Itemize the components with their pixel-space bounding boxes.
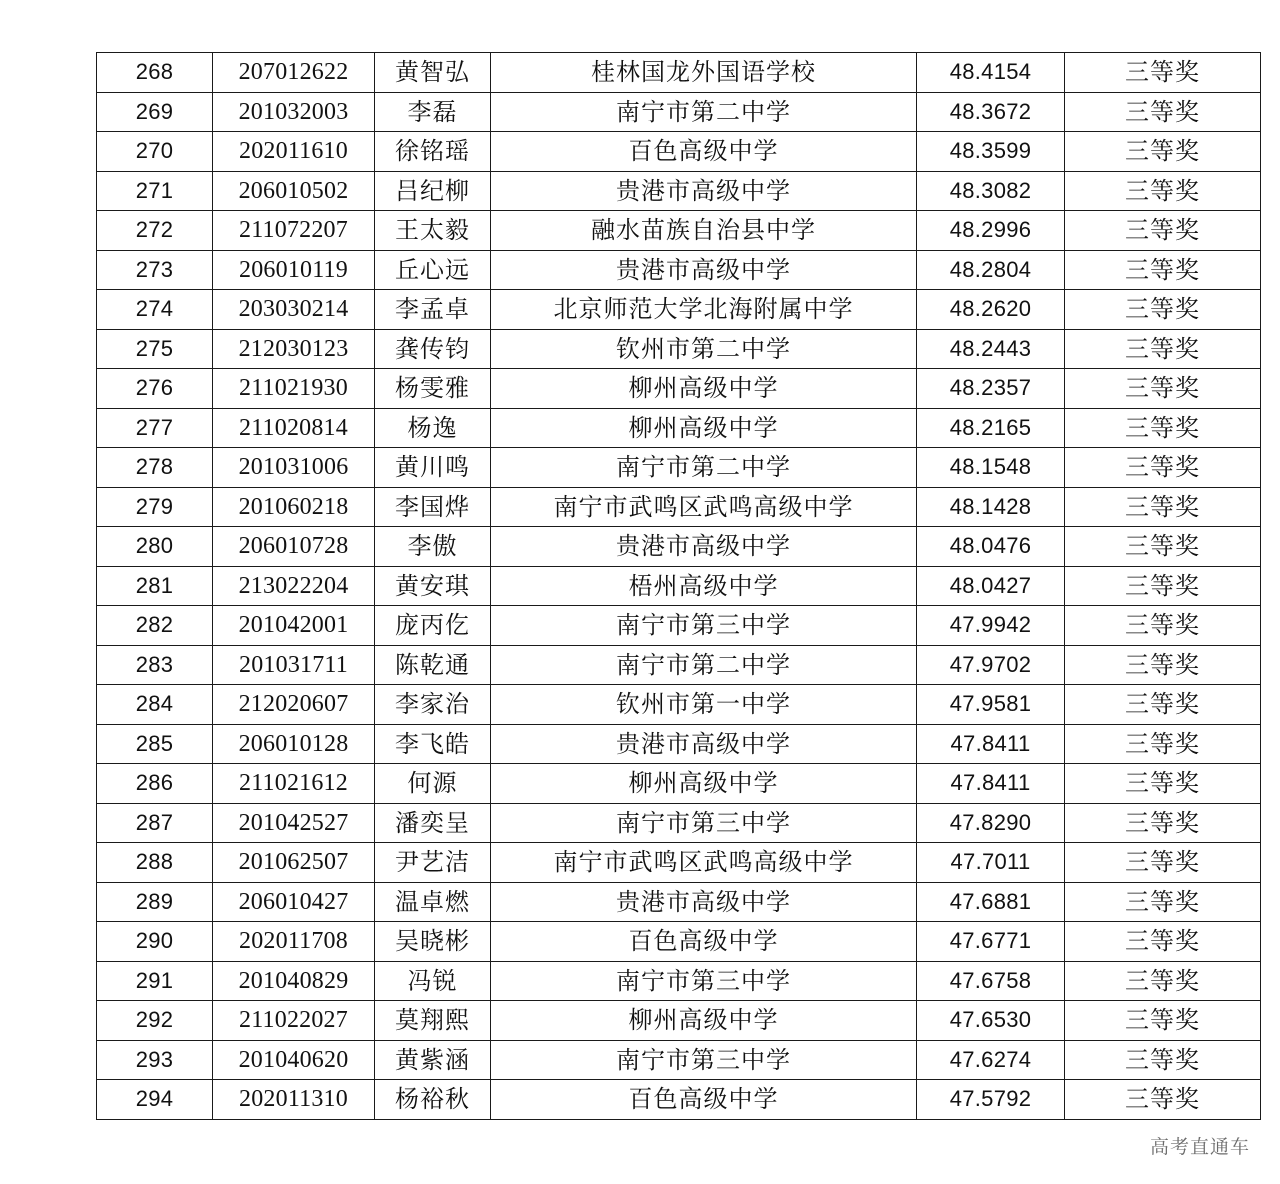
- watermark-text: 高考直通车: [1149, 1136, 1250, 1158]
- table-row: [97, 1080, 1261, 1120]
- school-cell: 柳州高级中学: [491, 764, 917, 804]
- table-row: [97, 527, 1261, 567]
- award-cell: 三等奖: [1065, 290, 1261, 330]
- student-name-cell: 王太毅: [375, 211, 491, 251]
- score-cell: 47.9581: [917, 685, 1065, 725]
- score-cell: 47.7011: [917, 843, 1065, 883]
- exam-id-cell: 211072207: [213, 211, 375, 251]
- score-cell: 48.3599: [917, 132, 1065, 172]
- student-name-cell: 李家治: [375, 685, 491, 725]
- exam-id-cell: 201060218: [213, 487, 375, 527]
- score-cell: 48.2443: [917, 329, 1065, 369]
- school-cell: 南宁市第三中学: [491, 961, 917, 1001]
- table-row: [97, 171, 1261, 211]
- score-cell: 47.5792: [917, 1080, 1065, 1120]
- student-name-cell: 杨雯雅: [375, 369, 491, 409]
- rank-cell: 279: [97, 487, 213, 527]
- rank-cell: 282: [97, 606, 213, 646]
- score-cell: 48.2804: [917, 250, 1065, 290]
- rank-cell: 269: [97, 92, 213, 132]
- award-cell: 三等奖: [1065, 685, 1261, 725]
- award-cell: 三等奖: [1065, 724, 1261, 764]
- rank-cell: 294: [97, 1080, 213, 1120]
- exam-id-cell: 211020814: [213, 408, 375, 448]
- school-cell: 贵港市高级中学: [491, 250, 917, 290]
- school-cell: 柳州高级中学: [491, 1001, 917, 1041]
- table-row: [97, 92, 1261, 132]
- school-cell: 南宁市第二中学: [491, 448, 917, 488]
- school-cell: 北京师范大学北海附属中学: [491, 290, 917, 330]
- award-cell: 三等奖: [1065, 803, 1261, 843]
- score-cell: 47.6881: [917, 882, 1065, 922]
- school-cell: 贵港市高级中学: [491, 882, 917, 922]
- score-cell: 48.2620: [917, 290, 1065, 330]
- rank-cell: 276: [97, 369, 213, 409]
- results-table-body: [97, 53, 1261, 1120]
- exam-id-cell: 202011708: [213, 922, 375, 962]
- student-name-cell: 李傲: [375, 527, 491, 567]
- rank-cell: 285: [97, 724, 213, 764]
- exam-id-cell: 211022027: [213, 1001, 375, 1041]
- rank-cell: 293: [97, 1040, 213, 1080]
- award-cell: 三等奖: [1065, 645, 1261, 685]
- student-name-cell: 李孟卓: [375, 290, 491, 330]
- student-name-cell: 庞丙仡: [375, 606, 491, 646]
- school-cell: 柳州高级中学: [491, 408, 917, 448]
- exam-id-cell: 201040620: [213, 1040, 375, 1080]
- table-row: [97, 290, 1261, 330]
- school-cell: 柳州高级中学: [491, 369, 917, 409]
- student-name-cell: 杨裕秋: [375, 1080, 491, 1120]
- score-cell: 48.2165: [917, 408, 1065, 448]
- rank-cell: 292: [97, 1001, 213, 1041]
- exam-id-cell: 207012622: [213, 53, 375, 93]
- award-cell: 三等奖: [1065, 53, 1261, 93]
- rank-cell: 287: [97, 803, 213, 843]
- school-cell: 百色高级中学: [491, 1080, 917, 1120]
- student-name-cell: 吴晓彬: [375, 922, 491, 962]
- table-row: [97, 369, 1261, 409]
- exam-id-cell: 206010119: [213, 250, 375, 290]
- rank-cell: 281: [97, 566, 213, 606]
- exam-id-cell: 202011310: [213, 1080, 375, 1120]
- school-cell: 南宁市第三中学: [491, 606, 917, 646]
- student-name-cell: 李飞皓: [375, 724, 491, 764]
- score-cell: 48.1428: [917, 487, 1065, 527]
- rank-cell: 286: [97, 764, 213, 804]
- rank-cell: 280: [97, 527, 213, 567]
- school-cell: 南宁市武鸣区武鸣高级中学: [491, 487, 917, 527]
- score-cell: 47.6758: [917, 961, 1065, 1001]
- table-row: [97, 53, 1261, 93]
- award-cell: 三等奖: [1065, 329, 1261, 369]
- table-row: [97, 1001, 1261, 1041]
- school-cell: 融水苗族自治县中学: [491, 211, 917, 251]
- award-cell: 三等奖: [1065, 448, 1261, 488]
- rank-cell: 277: [97, 408, 213, 448]
- school-cell: 百色高级中学: [491, 132, 917, 172]
- award-cell: 三等奖: [1065, 1080, 1261, 1120]
- table-row: [97, 408, 1261, 448]
- student-name-cell: 李国烨: [375, 487, 491, 527]
- student-name-cell: 黄川鸣: [375, 448, 491, 488]
- school-cell: 贵港市高级中学: [491, 171, 917, 211]
- exam-id-cell: 212030123: [213, 329, 375, 369]
- table-row: [97, 487, 1261, 527]
- exam-id-cell: 201042001: [213, 606, 375, 646]
- score-cell: 47.6771: [917, 922, 1065, 962]
- score-cell: 48.2996: [917, 211, 1065, 251]
- school-cell: 贵港市高级中学: [491, 724, 917, 764]
- award-cell: 三等奖: [1065, 566, 1261, 606]
- school-cell: 南宁市第三中学: [491, 1040, 917, 1080]
- table-row: [97, 645, 1261, 685]
- rank-cell: 268: [97, 53, 213, 93]
- student-name-cell: 尹艺洁: [375, 843, 491, 883]
- table-row: [97, 132, 1261, 172]
- exam-id-cell: 202011610: [213, 132, 375, 172]
- award-cell: 三等奖: [1065, 132, 1261, 172]
- school-cell: 桂林国龙外国语学校: [491, 53, 917, 93]
- table-row: [97, 606, 1261, 646]
- score-cell: 47.9942: [917, 606, 1065, 646]
- school-cell: 南宁市第二中学: [491, 645, 917, 685]
- rank-cell: 275: [97, 329, 213, 369]
- student-name-cell: 杨逸: [375, 408, 491, 448]
- exam-id-cell: 201031006: [213, 448, 375, 488]
- student-name-cell: 莫翔熙: [375, 1001, 491, 1041]
- rank-cell: 272: [97, 211, 213, 251]
- results-table: [96, 52, 1261, 1120]
- student-name-cell: 何源: [375, 764, 491, 804]
- award-cell: 三等奖: [1065, 250, 1261, 290]
- award-cell: 三等奖: [1065, 171, 1261, 211]
- student-name-cell: 黄智弘: [375, 53, 491, 93]
- award-cell: 三等奖: [1065, 606, 1261, 646]
- table-row: [97, 764, 1261, 804]
- student-name-cell: 陈乾通: [375, 645, 491, 685]
- table-row: [97, 329, 1261, 369]
- award-cell: 三等奖: [1065, 961, 1261, 1001]
- rank-cell: 271: [97, 171, 213, 211]
- student-name-cell: 温卓燃: [375, 882, 491, 922]
- exam-id-cell: 212020607: [213, 685, 375, 725]
- student-name-cell: 吕纪柳: [375, 171, 491, 211]
- award-cell: 三等奖: [1065, 92, 1261, 132]
- student-name-cell: 黄安琪: [375, 566, 491, 606]
- award-cell: 三等奖: [1065, 922, 1261, 962]
- school-cell: 南宁市武鸣区武鸣高级中学: [491, 843, 917, 883]
- rank-cell: 284: [97, 685, 213, 725]
- rank-cell: 273: [97, 250, 213, 290]
- school-cell: 钦州市第一中学: [491, 685, 917, 725]
- student-name-cell: 黄紫涵: [375, 1040, 491, 1080]
- student-name-cell: 丘心远: [375, 250, 491, 290]
- school-cell: 南宁市第三中学: [491, 803, 917, 843]
- exam-id-cell: 206010427: [213, 882, 375, 922]
- rank-cell: 289: [97, 882, 213, 922]
- exam-id-cell: 206010502: [213, 171, 375, 211]
- school-cell: 百色高级中学: [491, 922, 917, 962]
- exam-id-cell: 206010128: [213, 724, 375, 764]
- table-row: [97, 922, 1261, 962]
- exam-id-cell: 211021930: [213, 369, 375, 409]
- student-name-cell: 李磊: [375, 92, 491, 132]
- score-cell: 48.1548: [917, 448, 1065, 488]
- award-cell: 三等奖: [1065, 487, 1261, 527]
- exam-id-cell: 203030214: [213, 290, 375, 330]
- exam-id-cell: 213022204: [213, 566, 375, 606]
- exam-id-cell: 201032003: [213, 92, 375, 132]
- table-row: [97, 803, 1261, 843]
- table-row: [97, 448, 1261, 488]
- rank-cell: 278: [97, 448, 213, 488]
- student-name-cell: 潘奕呈: [375, 803, 491, 843]
- score-cell: 47.9702: [917, 645, 1065, 685]
- award-cell: 三等奖: [1065, 369, 1261, 409]
- table-row: [97, 566, 1261, 606]
- table-row: [97, 961, 1261, 1001]
- exam-id-cell: 201042527: [213, 803, 375, 843]
- score-cell: 48.0476: [917, 527, 1065, 567]
- exam-id-cell: 201040829: [213, 961, 375, 1001]
- award-cell: 三等奖: [1065, 527, 1261, 567]
- exam-id-cell: 211021612: [213, 764, 375, 804]
- score-cell: 48.4154: [917, 53, 1065, 93]
- table-row: [97, 1040, 1261, 1080]
- award-cell: 三等奖: [1065, 1040, 1261, 1080]
- exam-id-cell: 201031711: [213, 645, 375, 685]
- school-cell: 南宁市第二中学: [491, 92, 917, 132]
- rank-cell: 291: [97, 961, 213, 1001]
- award-cell: 三等奖: [1065, 882, 1261, 922]
- award-cell: 三等奖: [1065, 764, 1261, 804]
- score-cell: 47.8411: [917, 724, 1065, 764]
- table-row: [97, 882, 1261, 922]
- score-cell: 47.8411: [917, 764, 1065, 804]
- rank-cell: 270: [97, 132, 213, 172]
- award-cell: 三等奖: [1065, 1001, 1261, 1041]
- score-cell: 47.6274: [917, 1040, 1065, 1080]
- score-cell: 47.6530: [917, 1001, 1065, 1041]
- exam-id-cell: 201062507: [213, 843, 375, 883]
- table-row: [97, 685, 1261, 725]
- school-cell: 钦州市第二中学: [491, 329, 917, 369]
- award-cell: 三等奖: [1065, 408, 1261, 448]
- rank-cell: 290: [97, 922, 213, 962]
- score-cell: 47.8290: [917, 803, 1065, 843]
- student-name-cell: 龚传钧: [375, 329, 491, 369]
- rank-cell: 288: [97, 843, 213, 883]
- exam-id-cell: 206010728: [213, 527, 375, 567]
- table-row: [97, 250, 1261, 290]
- award-cell: 三等奖: [1065, 843, 1261, 883]
- score-cell: 48.0427: [917, 566, 1065, 606]
- school-cell: 梧州高级中学: [491, 566, 917, 606]
- award-cell: 三等奖: [1065, 211, 1261, 251]
- score-cell: 48.2357: [917, 369, 1065, 409]
- table-row: [97, 724, 1261, 764]
- rank-cell: 283: [97, 645, 213, 685]
- table-row: [97, 843, 1261, 883]
- student-name-cell: 徐铭瑶: [375, 132, 491, 172]
- score-cell: 48.3672: [917, 92, 1065, 132]
- table-row: [97, 211, 1261, 251]
- student-name-cell: 冯锐: [375, 961, 491, 1001]
- score-cell: 48.3082: [917, 171, 1065, 211]
- school-cell: 贵港市高级中学: [491, 527, 917, 567]
- rank-cell: 274: [97, 290, 213, 330]
